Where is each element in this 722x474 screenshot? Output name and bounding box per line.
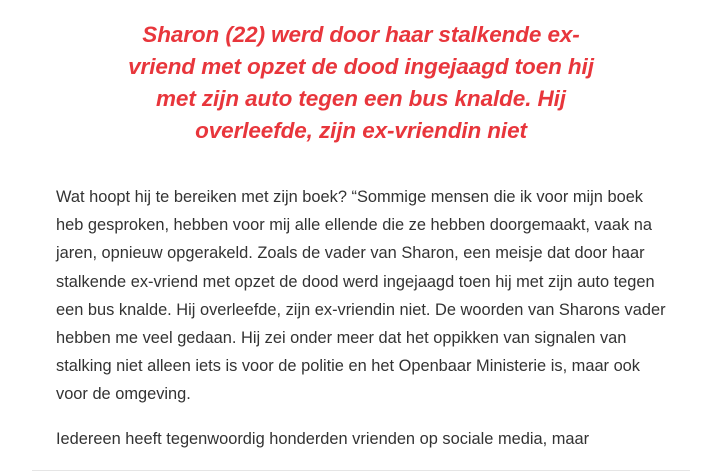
article-paragraph: Iedereen heeft tegenwoordig honderden vrienden op sociale media, maar — [56, 429, 590, 448]
article-paragraph: Wat hoopt hij te bereiken met zijn boek? “Sommige mensen die ik voor mijn boek heb gesproken, hebben voor mij alle ellende die ze hebben doorgemaakt, vaak na jaren, opnieuw opgerakeld. Zoals de vader van Sharon, een meisje dat door haar stalkende ex-vriend met opzet de dood werd ingejaagd toen hij met zijn auto tegen een bus knalde. Hij overleefde, zijn ex-vriendin niet. De woorden van Sharons vader hebben me veel gedaan. Hij zei onder meer dat het oppikken van signalen van stalking niet alleen iets is voor de politie en het Openbaar Ministerie is, maar ook voor de omgeving. — [56, 188, 666, 404]
pull-quote: Sharon (22) werd door haar stalkende ex-vriend met opzet de dood ingejaagd toen hij met zijn auto tegen een bus knalde. Hij overleefde, zijn ex-vriendin niet — [128, 22, 594, 143]
divider — [32, 470, 690, 471]
article-body — [56, 183, 668, 469]
